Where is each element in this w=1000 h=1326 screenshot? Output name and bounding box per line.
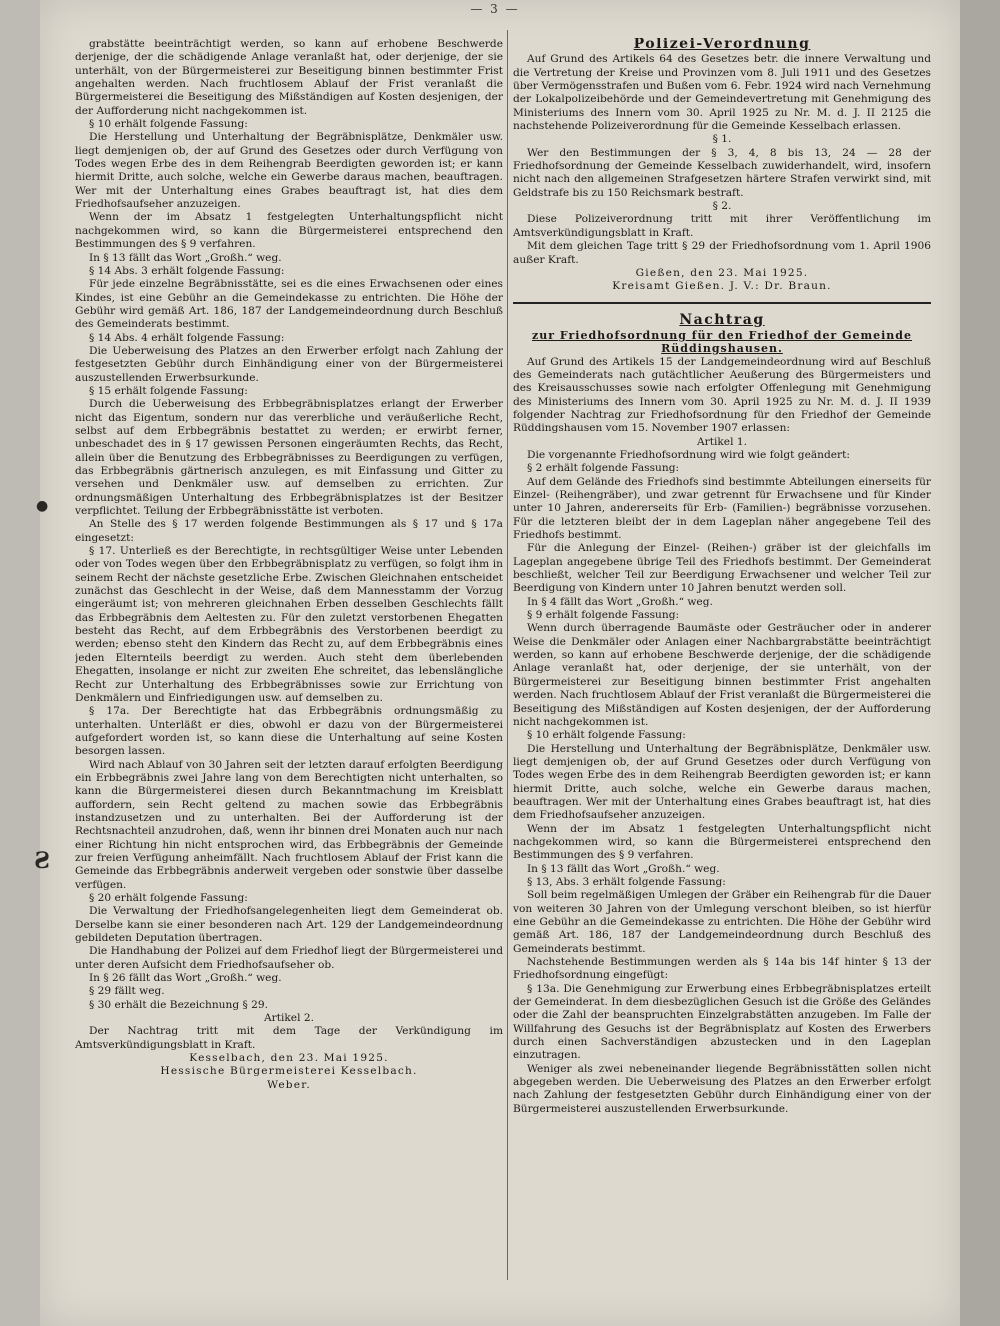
paragraph: Wenn der im Absatz 1 festgelegten Unterhaltungspflicht nicht nachgekommen wird, so kann die Bürgermeisterei entsprechend den Bestimmungen des § 9 verfahren. bbox=[75, 211, 503, 251]
paragraph: Die vorgenannte Friedhofsordnung wird wie folgt geändert: bbox=[527, 448, 850, 461]
paragraph: Die Ueberweisung des Platzes an den Erwerber erfolgt nach Zahlung der festgesetzten Gebühr durch Einhändigung einer von der Bürgermeisterei auszustellenden Erwerbsurkunde. bbox=[75, 344, 503, 384]
left-paragraphs bbox=[75, 38, 503, 1012]
paragraph: § 14 Abs. 4 erhält folgende Fassung: bbox=[89, 331, 285, 344]
paragraph: Wenn durch überragende Baumäste oder Gesträucher oder in anderer Weise die Denkmäler oder Anlagen einer Nachbargrabstätte beeinträchtigt werden, so kann auf erhobene Beschwerde derjenige, der die schädigende Anlage veranlaßt hat, oder derjenige, der sie unterhält, von der Bürgermeisterei zur Beseitigung binnen bestimmter Frist angehalten werden. Nach fruchtlosem Ablauf der Frist veranlaßt die Bürgermeisterei die Beseitigung des Mißständigen auf Kosten desjenigen, der der Aufforderung nicht nachgekommen ist. bbox=[513, 622, 931, 728]
article-2-heading: Artikel 2. bbox=[264, 1012, 314, 1025]
right-place-date: Gießen, den 23. Mai 1925. bbox=[635, 266, 809, 279]
ink-speck-icon: ● bbox=[36, 498, 49, 514]
paragraph: Weniger als zwei nebeneinander liegende Begräbnisstätten sollen nicht abgegeben werden. Die Ueberweisung des Platzes an den Erwerber erfolgt nach Zahlung der festgesetzten Gebühr durch Einhändigung einer von der Bürgermeisterei auszustellenden Erwerbsurkunde. bbox=[513, 1062, 931, 1115]
paragraph: § 2 erhält folgende Fassung: bbox=[527, 462, 680, 475]
supplement-intro: Auf Grund des Artikels 15 der Landgemeindeordnung wird auf Beschluß des Gemeinderats nach gutächtlicher Aeußerung des Bürgermeisters und des Kreisausschusses sowie nach erfolgter Offenlegung mit Genehmigung des Ministeriums des Innern vom 30. April 1925 zu Nr. M. d. J. II 1939 folgender Nachtrag zur Friedhofsordnung für den Friedhof der Gemeinde Rüddingshausen vom 15. November 1907 erlassen: bbox=[513, 355, 931, 435]
paragraph: § 9 erhält folgende Fassung: bbox=[527, 609, 680, 622]
article-2-text: Der Nachtrag tritt mit dem Tage der Verkündigung im Amtsverkündigungsblatt in Kraft. bbox=[75, 1025, 503, 1051]
paragraph: § 10 erhält folgende Fassung: bbox=[89, 118, 248, 131]
paragraph: Auf dem Gelände des Friedhofs sind bestimmte Abteilungen einerseits für Einzel- (Reihengräber), und zwar getrennt für Erwachsene und für Kinder unter 10 Jahren, andererseits für Erb- (Familien-) begräbnisse vorzusehen. Für die letzteren bleibt der in dem Lageplan näher angegebene Teil des Friedhofs bestimmt. bbox=[513, 475, 931, 542]
paragraph: Die Handhabung der Polizei auf dem Friedhof liegt der Bürgermeisterei und unter deren Aufsicht dem Friedhofsaufseher ob. bbox=[75, 945, 503, 971]
paragraph: In § 4 fällt das Wort „Großh.“ weg. bbox=[527, 595, 713, 608]
left-place-date: Kesselbach, den 23. Mai 1925. bbox=[189, 1052, 389, 1065]
right-paragraphs bbox=[513, 449, 931, 1116]
section-2-text: Diese Polizeiverordnung tritt mit ihrer Veröffentlichung im Amtsverkündigungsblatt in Kraft. bbox=[513, 213, 931, 239]
margin-stamp-icon: Ƨ bbox=[34, 848, 50, 874]
paragraph: § 13a. Die Genehmigung zur Erwerbung eines Erbbegräbnisplatzes erteilt der Gemeinderat. In dem diesbezüglichen Gesuch ist die Größe des Geländes oder die Zahl der beanspruchten Einzelgrabstätten anzugeben. Im Falle der Willfahrung des Gesuchs ist der Begräbnisplatz auf Kosten des Erwerbers durch einen Sachverständigen abzustecken und in den Lageplan einzutragen. bbox=[513, 982, 931, 1062]
paragraph: § 20 erhält folgende Fassung: bbox=[89, 892, 248, 904]
left-signer: Weber. bbox=[267, 1078, 311, 1091]
police-ordinance-intro: Auf Grund des Artikels 64 des Gesetzes betr. die innere Verwaltung und die Vertretung der Kreise und Provinzen vom 8. Juli 1911 und des Gesetzes über Vermögensstrafen und Bußen vom 6. Febr. 1924 wird nach Vernehmung der Lokalpolizeibehörde und der Gemeindevertretung mit Genehmigung des Ministeriums des Innern vom 30. April 1925 zu Nr. M. d. J. II 2125 die nachstehende Polizeiverordnung für die Gemeinde Kesselbach erlassen. bbox=[513, 53, 931, 133]
paragraph: grabstätte beeinträchtigt werden, so kann auf erhobene Beschwerde derjenige, der die schädigende Anlage veranlaßt hat, oder derjenige, der sie unterhält, von der Bürgermeisterei zur Beseitigung binnen bestimmter Frist angehalten werden. Nach fruchtlosem Ablauf der Frist veranlaßt die Bürgermeisterei die Beseitigung des Mißständigen auf Kosten desjenigen, der der Aufforderung nicht nachgekommen ist. bbox=[75, 38, 503, 117]
paragraph: § 17a. Der Berechtigte hat das Erbbegräbnis ordnungsmäßig zu unterhalten. Unterläßt er dies, obwohl er dazu von der Bürgermeisterei aufgefordert worden ist, so kann diese die Unterhaltung auf seine Kosten besorgen lassen. bbox=[75, 705, 503, 758]
column-divider bbox=[507, 30, 508, 1280]
scan-margin-right bbox=[960, 0, 1000, 1326]
right-column bbox=[513, 38, 931, 1316]
paragraph: Nachstehende Bestimmungen werden als § 14a bis 14f hinter § 13 der Friedhofsordnung eingefügt: bbox=[513, 956, 931, 982]
police-ordinance-title: Polizei-Verordnung bbox=[633, 38, 811, 52]
paragraph: § 30 erhält die Bezeichnung § 29. bbox=[89, 998, 268, 1011]
paragraph: Die Verwaltung der Friedhofsangelegenheiten liegt dem Gemeinderat ob. Derselbe kann sie einer besonderen nach Art. 129 der Landgemeindeordnung gebildeten Deputation übertragen. bbox=[75, 905, 503, 945]
section-1-heading: § 1. bbox=[712, 133, 732, 146]
paragraph: Die Herstellung und Unterhaltung der Begräbnisplätze, Denkmäler usw. liegt demjenigen ob, der auf Grund Gesetzes oder durch Verfügung von Todes wegen Erbe des in dem Reihengrab Beerdigten geworden ist; er kann hiermit Dritte, auch solche, welche ein Gewerbe daraus machen, beauftragen. Wer mit der Unterhaltung eines Grabes beauftragt ist, hat dies dem Friedhofsaufseher anzuzeigen. bbox=[513, 742, 931, 822]
paragraph: An Stelle des § 17 werden folgende Bestimmungen als § 17 und § 17a eingesetzt: bbox=[75, 518, 503, 544]
paragraph: In § 26 fällt das Wort „Großh.“ weg. bbox=[89, 972, 282, 985]
paragraph: Für die Anlegung der Einzel- (Reihen-) gräber ist der gleichfalls im Lageplan angegebene übrige Teil des Friedhofs bestimmt. Der Gemeinderat beschließt, welcher Teil zur Beerdigung Erwachsener und welcher Teil zur Beerdigung von Kindern unter 10 Jahren benutzt werden soll. bbox=[513, 542, 931, 595]
paragraph: § 14 Abs. 3 erhält folgende Fassung: bbox=[89, 264, 285, 277]
paragraph: § 17. Unterließ es der Berechtigte, in rechtsgültiger Weise unter Lebenden oder von Todes wegen über den Erbbegräbnisplatz zu verfügen, so folgt ihm in seinem Recht der nächste gesetzliche Erbe. Zwischen Gleichnahen entscheidet zunächst das Geschlecht in der Weise, daß dem Mannesstamm der Vorzug eingeräumt ist; von mehreren gleichnahen Erben desselben Geschlechts fällt das Erbbegräbnis dem Aeltesten zu. Für den zuletzt verstorbenen Ehegatten besteht das Recht, auf dem Erbbegräbnis des Verstorbenen beerdigt zu werden; ebenso steht den Kindern das Recht zu, auf dem Erbbegräbnis eines jeden Elternteils beerdigt zu werden. Auch steht dem überlebenden Ehegatten, insolange er nicht zur zweiten Ehe schreitet, das lebenslängliche Recht zur Unterhaltung des Erbbegräbnisses sowie zur Errichtung von Denkmälern und Einfriedigungen usw. auf demselben zu. bbox=[75, 545, 503, 704]
section-2-heading: § 2. bbox=[712, 200, 732, 213]
paragraph: In § 13 fällt das Wort „Großh.“ weg. bbox=[527, 862, 720, 875]
section-1-text: Wer den Bestimmungen der § 3, 4, 8 bis 13, 24 — 28 der Friedhofsordnung der Gemeinde Kesselbach zuwiderhandelt, wird, insofern nicht nach den allgemeinen Strafgesetzen härtere Strafen verwirkt sind, mit Geldstrafe bis zu 150 Reichsmark bestraft. bbox=[513, 146, 931, 199]
right-authority: Kreisamt Gießen. J. V.: Dr. Braun. bbox=[612, 280, 832, 293]
section-rule bbox=[513, 302, 931, 304]
paragraph: Wird nach Ablauf von 30 Jahren seit der letzten darauf erfolgten Beerdigung ein Erbbegräbnis zwei Jahre lang von dem Berechtigten nicht unterhalten, so kann die Bürgermeisterei diesen durch Bekanntmachung im Kreisblatt auffordern, sein Recht geltend zu machen sowie das Erbbegräbnis instandzusetzen und zu unterhalten. Bei der Aufforderung ist der Rechtsnachteil anzudrohen, daß, wenn ihr binnen drei Monaten auch nur nach einer Richtung hin nicht entsprochen wird, das Erbbegräbnis der Gemeinde zur freien Verfügung anheimfällt. Nach fruchtlosem Ablauf der Frist kann die Gemeinde das Erbbegräbnis anderweit vergeben oder sonstwie über dasselbe verfügen. bbox=[75, 758, 503, 891]
scan-margin-left bbox=[0, 0, 40, 1326]
paragraph: § 15 erhält folgende Fassung: bbox=[89, 384, 248, 397]
paragraph: § 10 erhält folgende Fassung: bbox=[527, 729, 686, 742]
section-2-text-2: Mit dem gleichen Tage tritt § 29 der Friedhofsordnung vom 1. April 1906 außer Kraft. bbox=[513, 240, 931, 266]
article-1-heading: Artikel 1. bbox=[697, 435, 747, 448]
paragraph: Wenn der im Absatz 1 festgelegten Unterhaltungspflicht nicht nachgekommen wird, so kann die Bürgermeisterei entsprechend den Bestimmungen des § 9 verfahren. bbox=[513, 822, 931, 862]
page-number: — 3 — bbox=[470, 2, 520, 16]
supplement-title: Nachtrag bbox=[679, 311, 765, 328]
left-column bbox=[75, 38, 503, 1316]
left-authority: Hessische Bürgermeisterei Kesselbach. bbox=[160, 1065, 418, 1078]
paragraph: In § 13 fällt das Wort „Großh.“ weg. bbox=[89, 251, 282, 264]
paragraph: Soll beim regelmäßigen Umlegen der Gräber ein Reihengrab für die Dauer von weiteren 30 Jahren von der Umlegung verschont bleiben, so ist hierfür eine Gebühr an die Gemeindekasse zu entrichten. Die Höhe der Gebühr wird gemäß Art. 186, 187 der Landgemeindeordnung durch Beschluß des Gemeinderats bestimmt. bbox=[513, 889, 931, 955]
paragraph: § 13, Abs. 3 erhält folgende Fassung: bbox=[527, 875, 726, 888]
supplement-subtitle: zur Friedhofsordnung für den Friedhof der Gemeinde Rüddingshausen. bbox=[531, 328, 912, 356]
paragraph: Durch die Ueberweisung des Erbbegräbnisplatzes erlangt der Erwerber nicht das Eigentum, sondern nur das vererbliche und veräußerliche Recht, selbst auf dem Erbbegräbnis bestattet zu werden; er erwirbt ferner, unbeschadet des in § 17 gewissen Personen eingeräumten Rechts, das Recht, allein über die Benutzung des Erbbegräbnisses zu Beerdigungen zu verfügen, das Erbbegräbnis gärtnerisch anzulegen, es mit Einfassung und Gitter zu versehen und Denkmäler usw. auf demselben zu errichten. Zur ordnungsmäßigen Unterhaltung des Erbbegräbnisplatzes ist der Besitzer verpflichtet. Teilung der Erbbegräbnisstätte ist verboten. bbox=[75, 398, 503, 518]
paragraph: Für jede einzelne Begräbnisstätte, sei es die eines Erwachsenen oder eines Kindes, ist eine Gebühr an die Gemeindekasse zu entrichten. Die Höhe der Gebühr wird gemäß Art. 186, 187 der Landgemeindeordnung durch Beschluß des Gemeinderats bestimmt. bbox=[75, 278, 503, 331]
paragraph: § 29 fällt weg. bbox=[89, 985, 165, 998]
paragraph: Die Herstellung und Unterhaltung der Begräbnisplätze, Denkmäler usw. liegt demjenigen ob, der auf Grund des Gesetzes oder durch Verfügung von Todes wegen Erbe des in dem Reihengrab Beerdigten geworden ist; er kann hiermit Dritte, auch solche, welche ein Gewerbe daraus machen, beauftragen. Wer mit der Unterhaltung eines Grabes beauftragt ist, hat dies dem Friedhofsaufseher anzuzeigen. bbox=[75, 131, 503, 211]
